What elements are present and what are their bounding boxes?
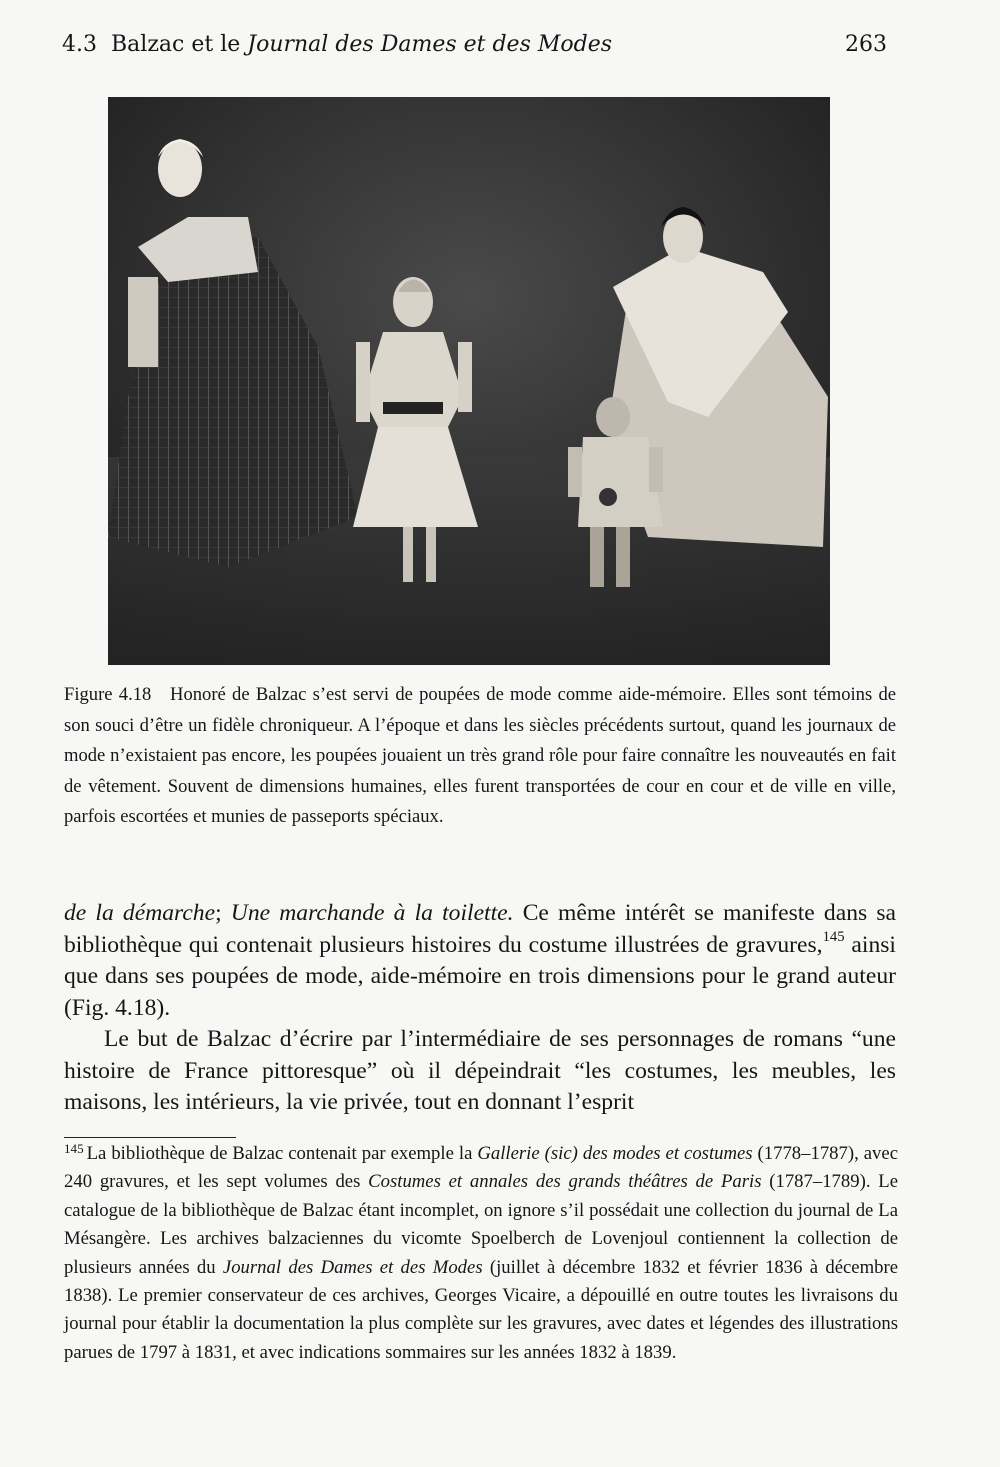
book-title-2: Une marchande à la toilette. bbox=[230, 900, 514, 926]
section-title-italic: Journal des Dames et des Modes bbox=[247, 32, 613, 57]
body-paragraph-1 bbox=[64, 898, 896, 1024]
footnote-ref-145[interactable]: 145 bbox=[822, 929, 845, 946]
body-text-run: ainsi que dans ses poupées de mode, aide-mémoire en trois dimensions pour le grand auteur (Fig. 4.18). bbox=[64, 931, 896, 1021]
body-paragraph-2: Le but de Balzac d’écrire par l’intermédiaire de ses personnages de romans “une histoire de France pittoresque” où il dépeindrait “les costumes, les meubles, les maisons, les intérieurs, la vie privée, tout en donnant l’esprit bbox=[64, 1026, 896, 1115]
body-text-run: Ce même intérêt se manifeste dans sa bibliothèque qui contenait plusieurs histoires du costume illustrées de gravures, bbox=[64, 900, 896, 958]
footnote-title: Gallerie (sic) des modes et costumes bbox=[477, 1143, 753, 1164]
footnote-rule bbox=[64, 1137, 236, 1138]
section-number: 4.3 bbox=[62, 32, 97, 57]
separator: ; bbox=[215, 900, 231, 926]
figure-caption bbox=[64, 680, 896, 833]
body-text bbox=[64, 898, 896, 1119]
footnote-title: Journal des Dames et des Modes bbox=[222, 1256, 483, 1278]
footnote-number: 145 bbox=[64, 1141, 84, 1157]
footnote-text: La bibliothèque de Balzac contenait par exemple la bbox=[86, 1143, 478, 1164]
footnote-145 bbox=[64, 1140, 898, 1367]
footnote-text: (1778–1787), avec 240 gravures, et les sept volumes des bbox=[64, 1143, 898, 1193]
page-number: 263 bbox=[845, 32, 887, 57]
figure-photo-dolls bbox=[108, 97, 830, 665]
footnote-title: Costumes et annales des grands théâtres de Paris bbox=[368, 1171, 762, 1193]
figure-caption-text: Honoré de Balzac s’est servi de poupées de mode comme aide-mémoire. Elles sont témoins de son souci d’être un fidèle chroniqueur. A l’époque et dans les siècles précédents surtout, quand les journaux de mode n’existaient pas encore, les poupées jouaient un très grand rôle pour faire connaître les nouveautés en fait de vêtement. Souvent de dimensions humaines, elles furent transportées de cour en cour et de ville en ville, parfois escortées et munies de passeports spéciaux. bbox=[64, 684, 896, 827]
section-title bbox=[62, 32, 612, 57]
dolls-photo-illustration bbox=[108, 97, 830, 665]
figure-label: Figure 4.18 bbox=[64, 684, 152, 705]
footnote-text: (1787–1789). Le catalogue de la bibliothèque de Balzac étant incomplet, on ignore s’il possédait une collection du journal de La Mésangère. Les archives balzaciennes du vicomte Spoelberch de Lovenjoul contiennent la collection de plusieurs années du bbox=[64, 1171, 898, 1278]
section-title-plain: Balzac et le bbox=[111, 32, 241, 57]
footnote-text: (juillet à décembre 1832 et février 1836 à décembre 1838). Le premier conservateur de ces archives, Georges Vicaire, a dépouillé en outre toutes les livraisons du journal pour établir la documentation la plus complète sur les gravures, avec dates et légendes des illustrations parues de 1797 à 1831, et avec indications sommaires sur les années 1832 à 1839. bbox=[64, 1256, 898, 1363]
book-title-1: de la démarche bbox=[64, 900, 216, 926]
